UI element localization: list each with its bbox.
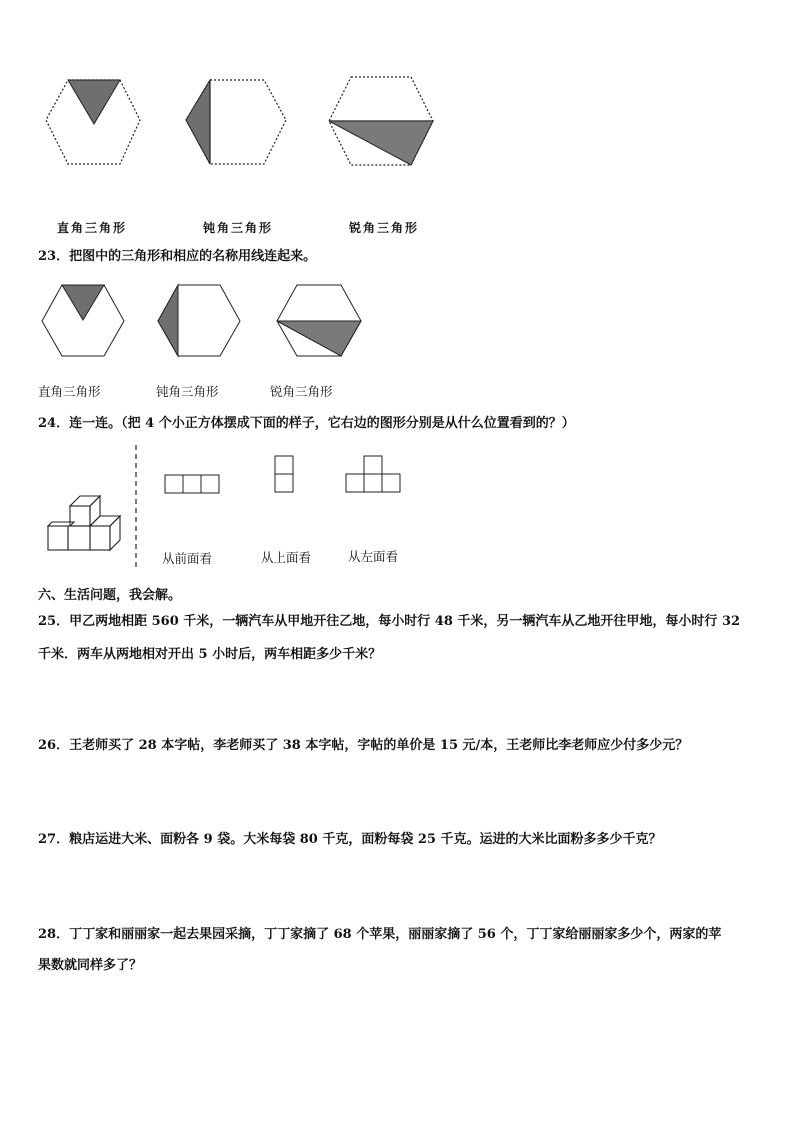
top-hexagon-right-triangle [40,78,150,168]
question-28-line-1: 28．丁丁家和丽丽家一起去果园采摘，丁丁家摘了 68 个苹果，丽丽家摘了 56 个，丁丁家给丽丽家多少个，两家的苹 [38,927,722,942]
top-label-acute-triangle: 锐角三角形 [349,221,420,235]
q24-label-left-view: 从左面看 [348,549,399,564]
question-23: 23．把图中的三角形和相应的名称用线连起来。 [38,249,317,264]
q23-label-right-triangle: 直角三角形 [38,384,101,399]
q24-view-two-stacked [274,455,296,495]
q24-label-top-view: 从上面看 [261,550,312,565]
section-6-title: 六、生活问题，我会解。 [38,588,182,603]
q23-label-acute-triangle: 锐角三角形 [270,384,333,399]
q24-label-front-view: 从前面看 [162,551,213,566]
question-24: 24．连一连。（把 4 个小正方体摆成下面的样子，它右边的图形分别是从什么位置看到的？） [38,416,575,431]
question-25-line-2: 千米．两车从两地相对开出 5 小时后，两车相距多少千米？ [38,647,382,662]
top-hexagon-obtuse-triangle [182,78,292,168]
q23-hexagon-acute-triangle [275,284,367,359]
q24-view-three-in-row [164,474,222,494]
question-25-line-1: 25．甲乙两地相距 560 千米，一辆汽车从甲地开往乙地，每小时行 48 千米，另一辆汽车从乙地开往甲地，每小时行 32 [38,614,741,629]
top-label-right-triangle: 直角三角形 [57,221,128,235]
question-26: 26．王老师买了 28 本字帖，李老师买了 38 本字帖，字帖的单价是 15 元/本，王老师比李老师应少付多少元？ [38,738,689,753]
q24-dashed-divider [134,445,138,567]
top-hexagon-acute-triangle [325,75,440,170]
q23-hexagon-right-triangle [40,284,130,359]
q23-hexagon-obtuse-triangle [156,284,246,359]
q23-label-obtuse-triangle: 钝角三角形 [156,384,219,399]
q24-cube-stack [44,494,126,554]
top-label-obtuse-triangle: 钝角三角形 [203,221,274,235]
q24-view-t-shape [345,455,403,495]
question-28-line-2: 果数就同样多了？ [38,958,143,973]
question-27: 27．粮店运进大米、面粉各 9 袋。大米每袋 80 千克，面粉每袋 25 千克。运进的大米比面粉多多少千克？ [38,832,662,847]
